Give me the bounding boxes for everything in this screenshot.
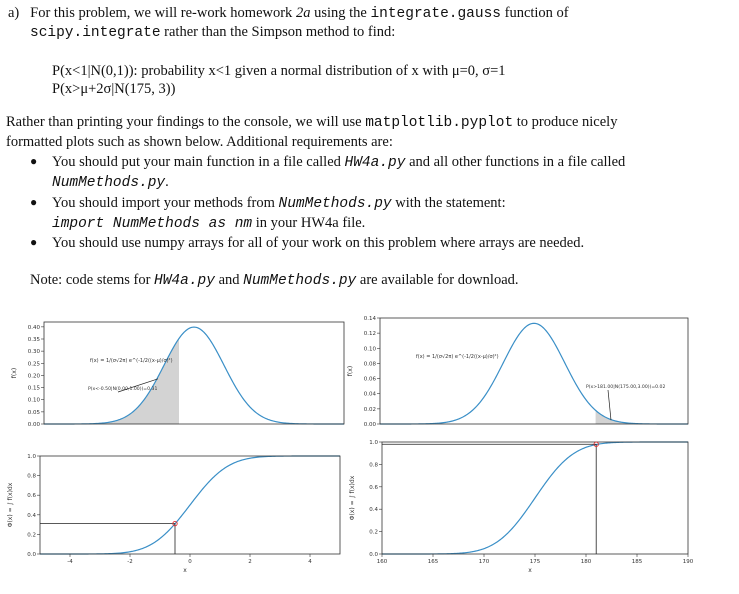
y-tick-label: 0.06 xyxy=(363,376,376,383)
y-tick-label: 0.04 xyxy=(363,391,376,398)
y-tick-label: 0.2 xyxy=(27,532,36,539)
x-tick-label: 2 xyxy=(248,559,252,565)
bullet-text: You should import your methods from xyxy=(52,195,279,211)
bullet-text-3: in your HW4a file. xyxy=(252,215,366,231)
bullet-icon: ● xyxy=(30,235,38,249)
intro-text-4: rather than the Simpson method to find: xyxy=(160,24,396,40)
x-tick-label: 160 xyxy=(376,559,388,565)
y-tick-label: 0.10 xyxy=(27,397,40,404)
bullet-1-line-2 xyxy=(52,173,169,192)
equation-1: P(x<1|N(0,1)): probability x<1 given a normal distribution of x with μ=0, σ=1 xyxy=(52,63,506,79)
x-tick-label: 170 xyxy=(478,559,490,565)
x-tick-label: 180 xyxy=(580,559,592,565)
y-tick-label: 0.14 xyxy=(363,316,376,322)
intro-text: For this problem, we will re-work homework xyxy=(30,5,296,21)
hw-ref: 2a xyxy=(295,5,311,21)
y-tick-label: 0.10 xyxy=(363,346,376,353)
x-tick-label: -4 xyxy=(67,559,73,565)
code-nummethods-2: NumMethods.py xyxy=(278,196,392,212)
curve-line xyxy=(44,327,344,424)
x-tick-label: 190 xyxy=(682,559,694,565)
x-tick-label: 0 xyxy=(188,559,192,565)
formula-label: f(x) = 1/(σ√2π) e^(-1/2((x-μ)/σ)²) xyxy=(90,358,173,364)
bullet-2-line-2 xyxy=(52,214,365,233)
paragraph-line-2: formatted plots such as shown below. Additional requirements are: xyxy=(6,134,393,150)
y-tick-label: 0.0 xyxy=(369,552,378,558)
y-axis-label: Φ(x) = ∫ f(x)dx xyxy=(7,482,14,528)
code-nummethods: NumMethods.py xyxy=(52,175,166,191)
bullet-icon: ● xyxy=(30,154,38,168)
bullet-2-line-1 xyxy=(52,194,506,213)
y-tick-label: 0.8 xyxy=(369,462,378,469)
x-axis-label: x xyxy=(528,567,532,574)
y-tick-label: 0.20 xyxy=(27,373,40,380)
y-axis-label: Φ(x) = ∫ f(x)dx xyxy=(349,475,356,521)
curve-line xyxy=(380,323,688,424)
y-tick-label: 0.30 xyxy=(27,349,40,356)
paragraph-text: Rather than printing your findings to the console, we will use xyxy=(6,114,366,130)
paragraph-text-2: to produce nicely xyxy=(513,114,618,130)
y-tick-label: 1.0 xyxy=(27,454,36,460)
note-text-3: are available for download. xyxy=(356,272,519,288)
x-tick-label: 185 xyxy=(631,559,643,565)
code-import: import NumMethods as nm xyxy=(52,216,253,232)
problem-intro-line-2 xyxy=(30,23,395,42)
annotation-label: P(x<-0.50|N(0.00,1.00))=0.31 xyxy=(88,387,158,392)
chart-bottom-right xyxy=(349,440,694,574)
y-tick-label: 0.6 xyxy=(27,493,36,500)
bullet-3: You should use numpy arrays for all of your work on this problem where arrays are needed. xyxy=(52,235,585,251)
y-tick-label: 0.00 xyxy=(27,422,40,428)
bullet-icon: ● xyxy=(30,195,38,209)
code-nummethods-note: NumMethods.py xyxy=(243,273,357,289)
y-tick-label: 0.0 xyxy=(27,552,36,558)
x-tick-label: 4 xyxy=(308,559,312,565)
code-integrate-gauss: integrate.gauss xyxy=(370,6,501,22)
paragraph-line-1 xyxy=(6,113,617,132)
figure-plots xyxy=(0,302,739,592)
bullet-text-2: with the statement: xyxy=(391,195,506,211)
curve-line xyxy=(382,442,688,554)
problem-intro-line-1 xyxy=(8,4,569,23)
y-tick-label: 0.05 xyxy=(27,409,40,416)
chart-top-right xyxy=(347,316,688,428)
y-tick-label: 0.08 xyxy=(363,361,376,368)
annotation-label: P(x>181.00|N(175.00,3.00))=0.02 xyxy=(586,385,666,390)
code-scipy-integrate: scipy.integrate xyxy=(30,25,161,41)
x-tick-label: 165 xyxy=(427,559,439,565)
code-matplotlib: matplotlib.pyplot xyxy=(365,115,514,131)
plot-frame xyxy=(380,318,688,424)
y-tick-label: 0.35 xyxy=(27,337,40,343)
y-tick-label: 1.0 xyxy=(369,440,378,446)
y-axis-label: f(x) xyxy=(347,365,354,377)
bullet-text-3: . xyxy=(165,174,169,190)
note-text-2: and xyxy=(214,272,244,288)
y-axis-label: f(x) xyxy=(11,367,18,379)
y-tick-label: 0.8 xyxy=(27,473,36,480)
x-tick-label: 175 xyxy=(529,559,541,565)
shaded-area xyxy=(596,410,688,424)
chart-top-left xyxy=(11,322,344,428)
bullet-text: You should put your main function in a file called xyxy=(52,154,345,170)
y-tick-label: 0.02 xyxy=(363,406,376,413)
chart-bottom-left xyxy=(7,454,340,574)
y-tick-label: 0.4 xyxy=(27,512,36,519)
y-tick-label: 0.6 xyxy=(369,484,378,491)
intro-text-2: using the xyxy=(310,5,371,21)
x-axis-label: x xyxy=(183,567,187,574)
y-tick-label: 0.40 xyxy=(27,324,40,331)
bullet-text-2: and all other functions in a file called xyxy=(405,154,626,170)
code-hw4a: HW4a.py xyxy=(344,155,406,171)
annotation-arrow xyxy=(608,390,611,420)
note-line xyxy=(30,271,519,290)
x-tick-label: -2 xyxy=(127,559,133,565)
note-text: Note: code stems for xyxy=(30,272,155,288)
code-hw4a-note: HW4a.py xyxy=(154,273,215,289)
problem-label: a) xyxy=(8,5,20,21)
shaded-area xyxy=(44,338,179,424)
y-tick-label: 0.2 xyxy=(369,529,378,536)
curve-line xyxy=(40,456,340,554)
y-tick-label: 0.15 xyxy=(27,385,40,392)
intro-text-3: function of xyxy=(500,5,569,21)
equation-2: P(x>μ+2σ|N(175, 3)) xyxy=(52,81,176,97)
y-tick-label: 0.4 xyxy=(369,507,378,514)
formula-label: f(x) = 1/(σ√2π) e^(-1/2((x-μ)/σ)²) xyxy=(416,354,499,360)
y-tick-label: 0.25 xyxy=(27,361,40,368)
y-tick-label: 0.00 xyxy=(363,422,376,428)
y-tick-label: 0.12 xyxy=(363,331,376,338)
bullet-1-line-1 xyxy=(52,153,625,172)
plot-frame xyxy=(44,322,344,424)
